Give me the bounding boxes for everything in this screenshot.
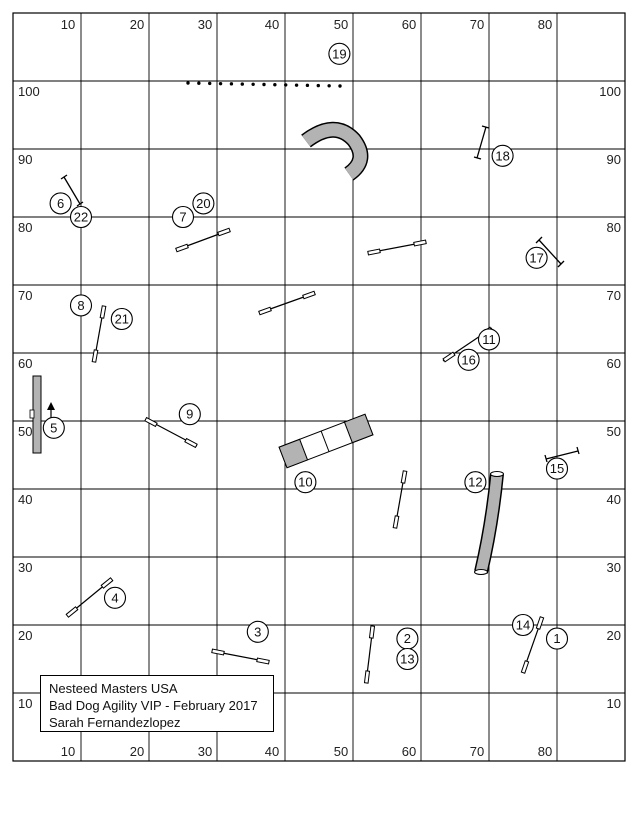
y-tick-left: 100 <box>18 84 40 99</box>
number-label: 11 <box>482 331 496 347</box>
obstacle-number-5 <box>43 417 64 438</box>
obstacle-number-4 <box>105 587 126 608</box>
obstacle-number-15 <box>547 458 568 479</box>
obstacle-number-18 <box>492 145 513 166</box>
number-label: 15 <box>549 461 565 477</box>
dot <box>208 82 211 85</box>
info-line-3: Sarah Fernandezlopez <box>49 715 181 730</box>
x-tick-top: 80 <box>537 17 553 32</box>
number-label: 7 <box>179 209 187 225</box>
y-tick-right: 40 <box>606 492 621 507</box>
dot <box>338 84 341 87</box>
obstacle-number-20 <box>193 193 214 214</box>
x-tick-top: 50 <box>333 17 349 32</box>
number-label: 4 <box>111 590 119 606</box>
x-tick-top: 10 <box>60 17 76 32</box>
x-tick-bottom: 10 <box>60 744 76 759</box>
x-tick-bottom: 80 <box>537 744 553 759</box>
number-label: 6 <box>56 195 65 211</box>
number-label: 8 <box>77 297 85 313</box>
number-label: 9 <box>186 406 194 422</box>
number-label: 16 <box>461 352 476 368</box>
y-tick-right: 90 <box>606 152 621 167</box>
dot <box>230 82 233 85</box>
obstacle-number-8 <box>71 295 92 316</box>
y-tick-left: 90 <box>18 152 33 167</box>
obstacle-number-16 <box>458 349 479 370</box>
x-tick-bottom: 40 <box>264 744 280 759</box>
obstacle-number-1 <box>547 628 568 649</box>
x-tick-top: 70 <box>469 17 485 32</box>
obstacle-number-19 <box>329 43 350 64</box>
obstacle-number-2 <box>397 628 418 649</box>
y-tick-right: 60 <box>606 356 621 371</box>
obstacle-number-3 <box>247 621 268 642</box>
obstacle-number-6 <box>50 193 71 214</box>
number-label: 1 <box>553 631 561 647</box>
y-tick-right: 100 <box>599 84 621 99</box>
obstacle-number-10 <box>295 472 316 493</box>
obstacle-number-7 <box>173 207 194 228</box>
x-tick-top: 30 <box>197 17 213 32</box>
x-tick-bottom: 70 <box>469 744 485 759</box>
y-tick-right: 50 <box>606 424 621 439</box>
dot <box>284 83 287 86</box>
y-tick-left: 70 <box>18 288 33 303</box>
number-label: 10 <box>298 474 313 490</box>
dot <box>219 82 222 85</box>
number-label: 18 <box>495 148 510 164</box>
dot <box>317 84 320 87</box>
y-tick-left: 20 <box>18 628 33 643</box>
number-label: 22 <box>73 209 89 225</box>
y-tick-left: 50 <box>18 424 33 439</box>
y-tick-right: 30 <box>606 560 621 575</box>
y-tick-left: 80 <box>18 220 33 235</box>
x-tick-bottom: 60 <box>401 744 417 759</box>
dot <box>273 83 276 86</box>
x-tick-bottom: 50 <box>333 744 349 759</box>
course-info-box <box>40 675 274 732</box>
y-tick-left: 10 <box>18 696 33 711</box>
obstacle-number-13 <box>397 649 418 670</box>
info-line-1: Nesteed Masters USA <box>49 681 178 696</box>
x-tick-bottom: 30 <box>197 744 213 759</box>
dot <box>241 82 244 85</box>
obstacle-number-22 <box>71 207 92 228</box>
y-tick-left: 30 <box>18 560 33 575</box>
x-tick-top: 20 <box>129 17 145 32</box>
y-tick-left: 60 <box>18 356 33 371</box>
dot <box>306 84 309 87</box>
dot <box>262 83 265 86</box>
obstacle-number-11 <box>479 329 500 350</box>
number-label: 14 <box>515 617 531 633</box>
dot <box>327 84 330 87</box>
number-label: 17 <box>529 250 544 266</box>
number-label: 2 <box>403 631 412 647</box>
number-label: 21 <box>114 311 130 327</box>
number-label: 3 <box>254 624 262 640</box>
x-tick-bottom: 20 <box>129 744 145 759</box>
number-label: 5 <box>50 420 58 436</box>
obstacle-number-17 <box>526 247 547 268</box>
obstacle-number-14 <box>513 615 534 636</box>
dot <box>251 83 254 86</box>
number-label: 20 <box>196 195 211 211</box>
info-line-2: Bad Dog Agility VIP - February 2017 <box>49 698 258 713</box>
y-tick-right: 70 <box>606 288 621 303</box>
dot <box>186 81 189 84</box>
number-label: 19 <box>332 46 347 62</box>
y-tick-right: 20 <box>606 628 621 643</box>
obstacle-number-9 <box>179 404 200 425</box>
y-tick-right: 10 <box>606 696 621 711</box>
number-label: 13 <box>400 651 415 667</box>
y-tick-left: 40 <box>18 492 33 507</box>
y-tick-right: 80 <box>606 220 621 235</box>
number-label: 12 <box>468 474 483 490</box>
dot <box>295 83 298 86</box>
x-tick-top: 40 <box>264 17 280 32</box>
obstacle-number-12 <box>465 472 486 493</box>
x-tick-top: 60 <box>401 17 417 32</box>
obstacle-number-21 <box>111 309 132 330</box>
dot <box>197 82 200 85</box>
